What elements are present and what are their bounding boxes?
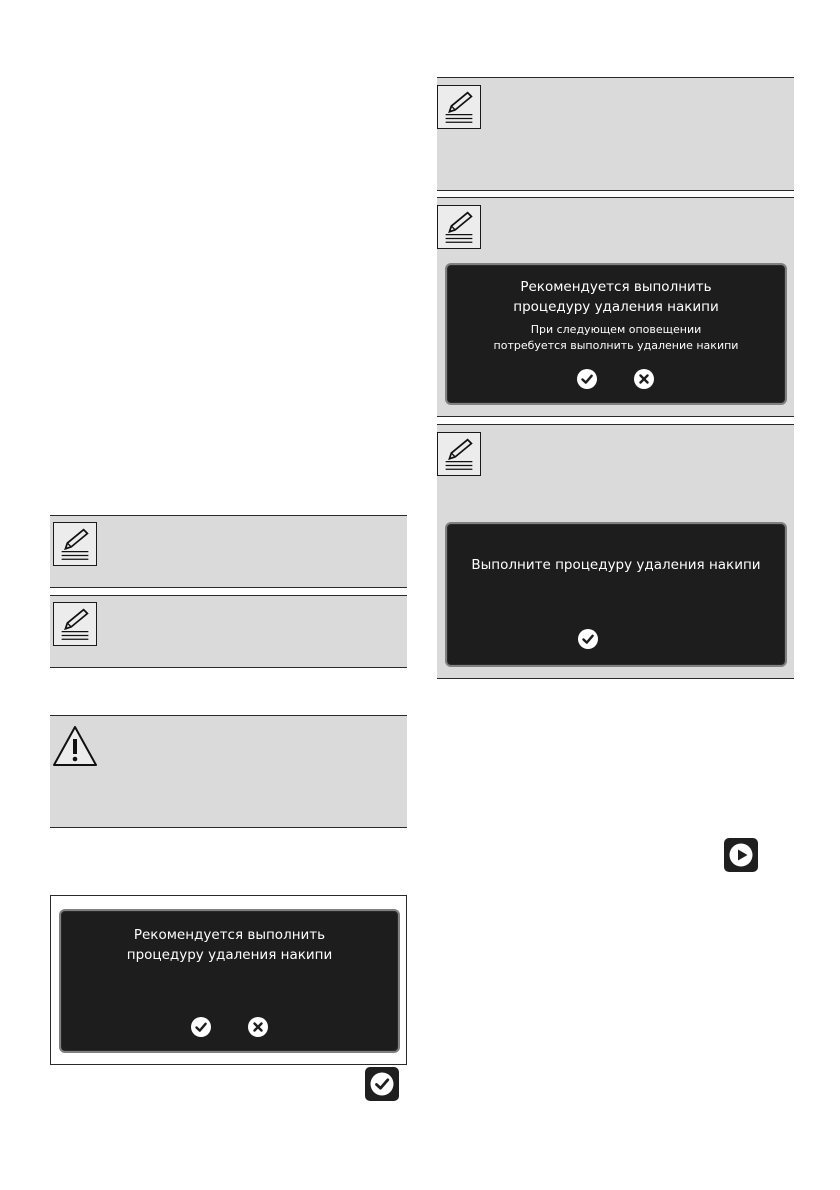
note-box [437,77,794,191]
screen-title-line2: процедуру удаления накипи [126,947,333,963]
pencil-note-icon [437,205,481,249]
play-button-icon[interactable] [724,838,758,872]
note-box [50,515,407,588]
pencil-note-icon [53,602,97,646]
pencil-note-icon [53,522,97,566]
screen-title-line1: Выполните процедуру удаления накипи [471,557,761,573]
note-box [437,197,794,417]
confirm-check-icon[interactable] [578,629,598,649]
cancel-x-icon[interactable] [634,369,654,389]
screen-title-line2: процедуру удаления накипи [513,299,719,315]
note-box [50,595,407,668]
warning-box [50,715,407,828]
screen-subtitle-line1: При следующем оповещении [530,323,702,336]
note-box [437,424,794,679]
screen-title-line1: Рекомендуется выполнить [520,279,712,295]
screen-subtitle-line2: потребуется выполнить удаление накипи [493,339,739,352]
pencil-note-icon [437,85,481,129]
screen-title-line1: Рекомендуется выполнить [133,927,326,943]
descale-required-screen [445,522,787,667]
checkmark-button-icon[interactable] [365,1067,399,1101]
pencil-note-icon [437,432,481,476]
warning-triangle-icon [52,724,98,768]
descale-recommended-notice-screen [445,263,787,405]
confirm-check-icon[interactable] [191,1017,211,1037]
descale-recommended-screen [59,909,400,1053]
cancel-x-icon[interactable] [248,1017,268,1037]
confirm-check-icon[interactable] [577,369,597,389]
screen-frame [50,895,407,1065]
